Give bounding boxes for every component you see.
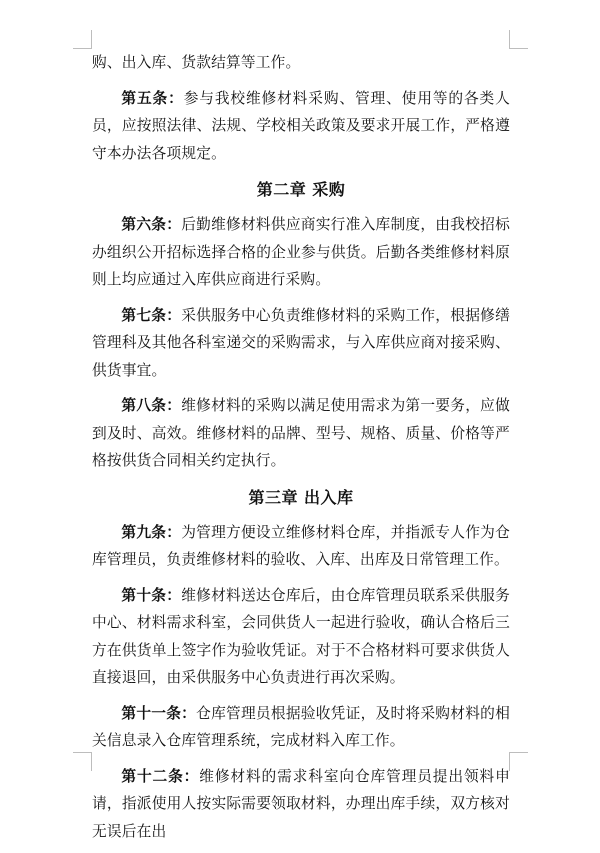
article-text: 维修材料的采购以满足使用需求为第一要务，应做到及时、高效。维修材料的品牌、型号、规格、质量、价格等严格按供货合同相关约定执行。 bbox=[92, 397, 510, 469]
crop-mark-bottom-right bbox=[509, 752, 528, 771]
article-6 bbox=[92, 211, 510, 294]
article-label: 第十二条： bbox=[121, 767, 200, 785]
article-label: 第五条： bbox=[121, 89, 184, 107]
continued-paragraph bbox=[92, 49, 510, 77]
article-label: 第十条： bbox=[121, 586, 182, 604]
article-label: 第八条： bbox=[121, 397, 182, 414]
paragraph-text: 购、出入库、货款结算等工作。 bbox=[92, 54, 301, 71]
article-8 bbox=[92, 392, 510, 475]
article-text: 仓库管理员根据验收凭证，及时将采购材料的相关信息录入仓库管理系统，完成材料入库工作。 bbox=[92, 704, 510, 749]
crop-mark-top-right bbox=[509, 30, 528, 49]
article-text: 维修材料的需求科室向仓库管理员提出领料申请，指派使用人按实际需要领取材料，办理出库手续，双方核对无误后在出 bbox=[92, 767, 510, 840]
article-5 bbox=[92, 85, 510, 168]
article-text: 采供服务中心负责维修材料的采购工作，根据修缮管理科及其他各科室递交的采购需求，与入库供应商对接采购、供货事宜。 bbox=[92, 306, 510, 379]
article-text: 维修材料送达仓库后，由仓库管理员联系采供服务中心、材料需求科室，会同供货人一起进行验收，确认合格后三方在供货单上签字作为验收凭证。对于不合格材料可要求供货人直接退回，由采供服务中心负责进行再次采购。 bbox=[92, 586, 510, 686]
article-text: 后勤维修材料供应商实行准入库制度，由我校招标办组织公开招标选择合格的企业参与供货。后勤各类维修材料原则上均应通过入库供应商进行采购。 bbox=[92, 216, 510, 288]
crop-mark-bottom-left bbox=[73, 752, 92, 771]
article-11 bbox=[92, 700, 510, 755]
article-label: 第十一条： bbox=[121, 704, 197, 722]
chapter-heading-warehousing: 第三章 出入库 bbox=[248, 487, 354, 507]
article-text: 参与我校维修材料采购、管理、使用等的各类人员，应按照法律、法规、学校相关政策及要求开展工作，严格遵守本办法各项规定。 bbox=[92, 89, 510, 162]
document-body bbox=[92, 49, 510, 853]
article-9 bbox=[92, 519, 510, 574]
article-label: 第六条： bbox=[121, 216, 182, 233]
article-12 bbox=[92, 763, 510, 846]
article-label: 第七条： bbox=[121, 306, 182, 324]
article-label: 第九条： bbox=[121, 523, 182, 541]
article-7 bbox=[92, 302, 510, 385]
chapter-heading-procurement: 第二章 采购 bbox=[256, 180, 346, 199]
article-text: 为管理方便设立维修材料仓库，并指派专人作为仓库管理员，负责维修材料的验收、入库、出库及日常管理工作。 bbox=[92, 523, 510, 568]
article-10 bbox=[92, 582, 510, 692]
crop-mark-top-left bbox=[73, 30, 92, 49]
